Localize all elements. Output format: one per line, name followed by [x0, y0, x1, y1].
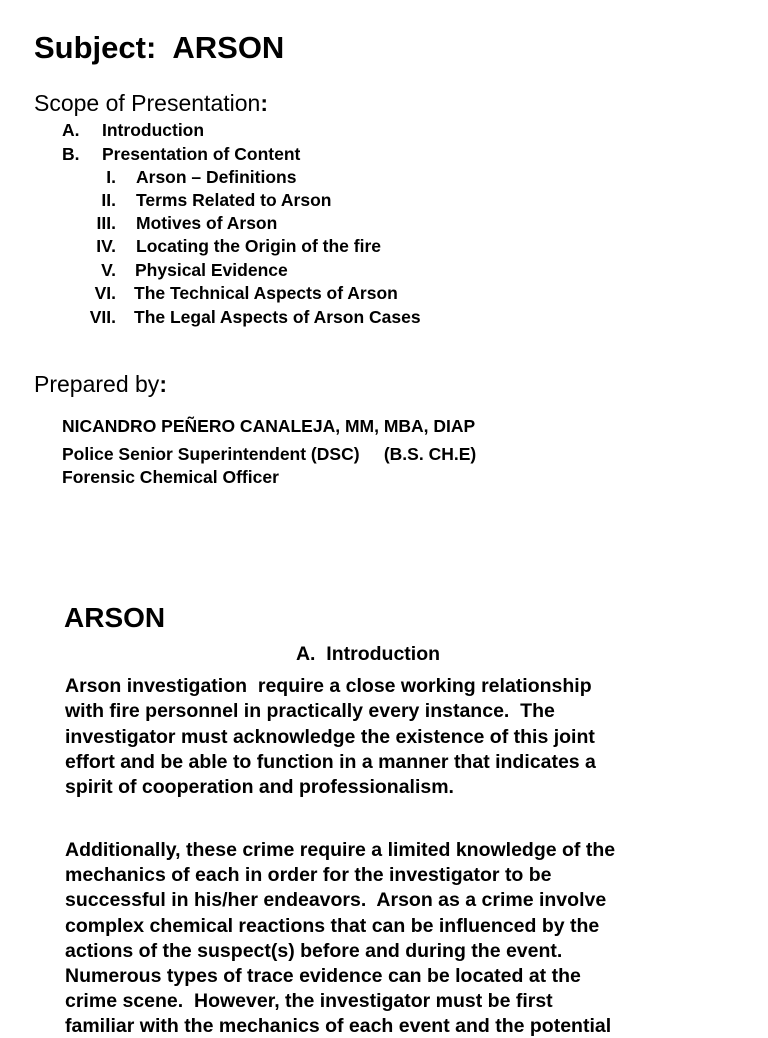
paragraph-line: successful in his/her endeavors. Arson as a crime involve — [65, 889, 607, 911]
paragraph-line: familiar with the mechanics of each event and the potential — [65, 1015, 612, 1037]
outline-marker: V. — [101, 260, 116, 280]
paragraph-line: with fire personnel in practically every instance. The — [65, 700, 555, 722]
outline-text: Terms Related to Arson — [136, 190, 332, 210]
section-subheading: A. Introduction — [295, 643, 441, 665]
paragraph-line: Numerous types of trace evidence can be located at the — [65, 965, 581, 987]
outline-marker: III. — [96, 213, 116, 233]
outline-marker: IV. — [96, 236, 116, 256]
outline-text: Arson – Definitions — [136, 167, 297, 187]
section-heading: ARSON — [64, 602, 166, 633]
paragraph-line: mechanics of each in order for the investigator to be — [65, 864, 552, 886]
outline-marker: B. — [62, 144, 80, 164]
paragraph-line: Arson investigation require a close working relationship — [65, 675, 592, 697]
paragraph-line: actions of the suspect(s) before and during the event. — [65, 940, 563, 962]
prepared-by-colon: : — [159, 371, 167, 397]
scope-heading — [34, 89, 268, 117]
paragraph-line: crime scene. However, the investigator must be first — [65, 990, 553, 1012]
paragraph-line: Additionally, these crime require a limited knowledge of the — [65, 839, 616, 861]
outline-text: Locating the Origin of the fire — [136, 236, 381, 256]
outline-marker: A. — [62, 120, 80, 140]
outline-text: Presentation of Content — [102, 144, 301, 164]
author-name: NICANDRO PEÑERO CANALEJA, MM, MBA, DIAP — [62, 416, 476, 436]
outline-marker: VI. — [94, 283, 116, 303]
scope-heading-colon: : — [260, 90, 268, 116]
outline-marker: I. — [106, 167, 116, 187]
author-rank: Police Senior Superintendent (DSC) (B.S. CH.E) — [62, 444, 477, 464]
outline-marker: II. — [101, 190, 116, 210]
outline-text: Introduction — [102, 120, 205, 140]
scope-heading-text: Scope of Presentation — [34, 90, 261, 116]
paragraph-line: effort and be able to function in a manner that indicates a — [65, 751, 596, 773]
prepared-by-heading — [34, 370, 167, 398]
paragraph-line: investigator must acknowledge the existence of this joint — [65, 726, 595, 748]
outline-text: The Technical Aspects of Arson — [134, 283, 398, 303]
outline-text: Motives of Arson — [136, 213, 278, 233]
subject-title: Subject: ARSON — [34, 30, 285, 65]
author-position: Forensic Chemical Officer — [62, 467, 279, 487]
paragraph-line: spirit of cooperation and professionalism. — [65, 776, 454, 798]
outline-text: Physical Evidence — [135, 260, 288, 280]
paragraph-line: complex chemical reactions that can be influenced by the — [65, 915, 600, 937]
outline-marker: VII. — [89, 307, 116, 327]
outline-text: The Legal Aspects of Arson Cases — [134, 307, 421, 327]
prepared-by-text: Prepared by — [34, 371, 160, 397]
